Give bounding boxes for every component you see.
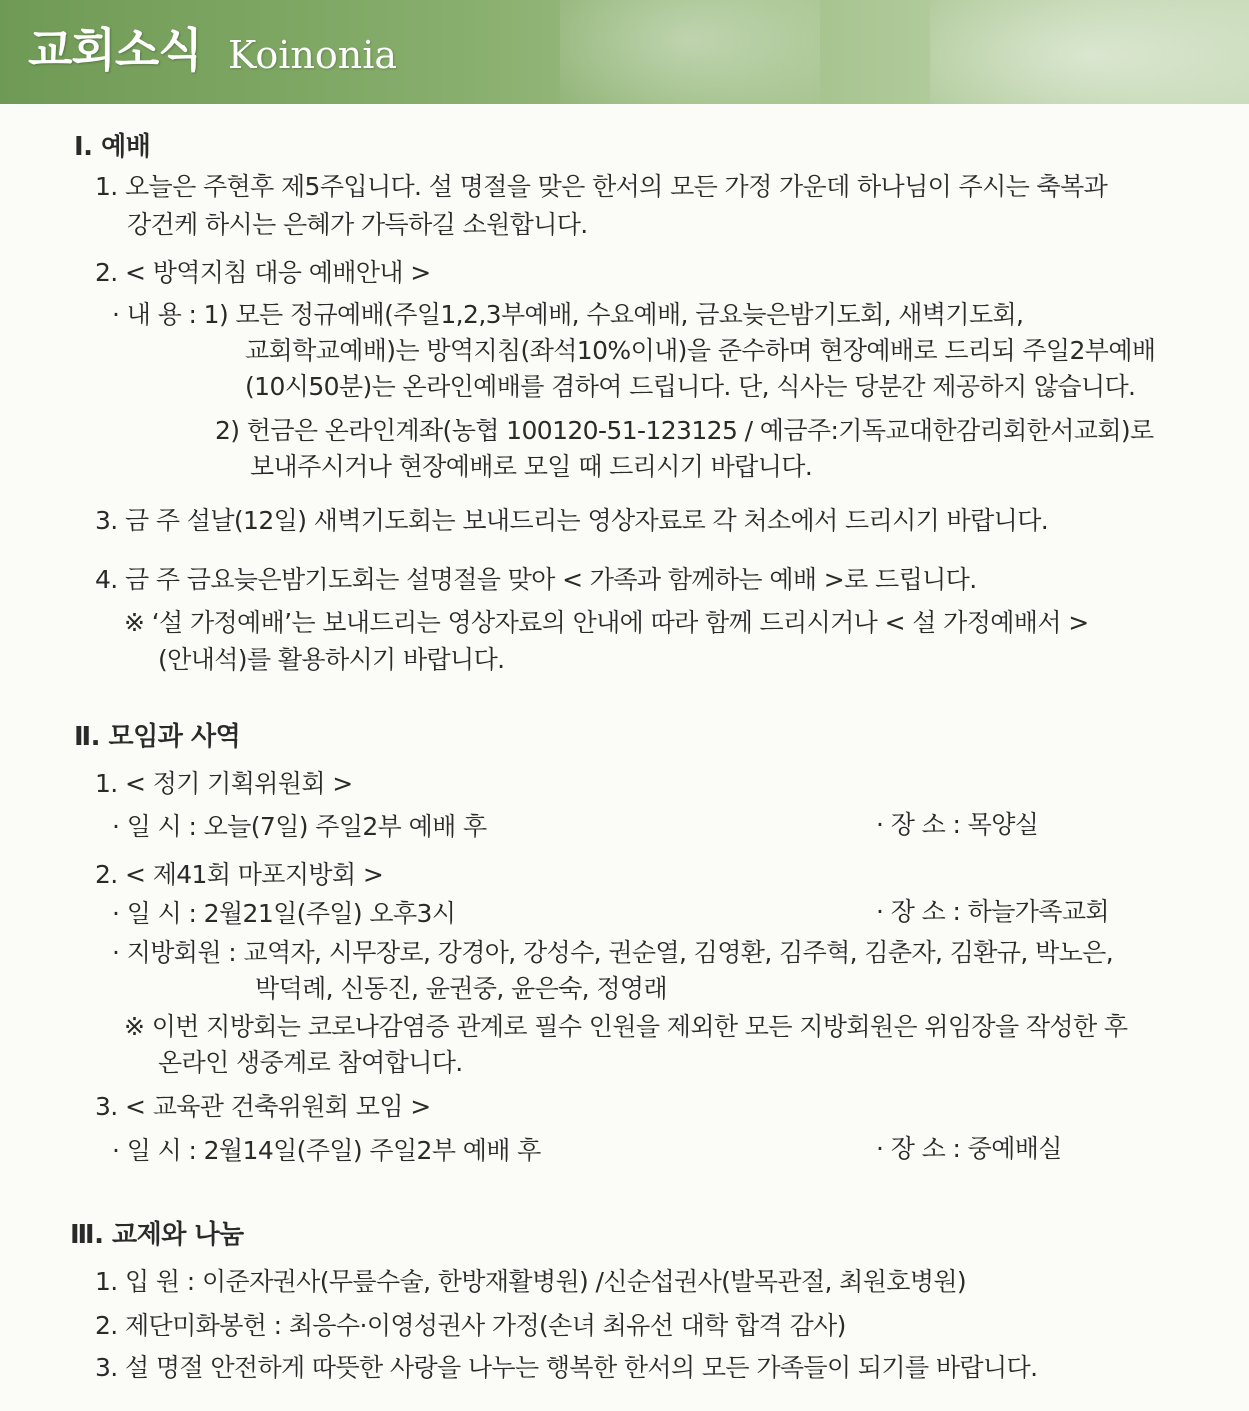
page-title: 교회소식 [28, 23, 202, 77]
meeting-item-2-note: ※ 이번 지방회는 코로나감염증 관계로 필수 인원을 제외한 모든 지방회원은 위임장을 작성한 후 [124, 1012, 1128, 1041]
meeting-item-1: 1. < 정기 기획위원회 > [95, 769, 353, 798]
banner-glow [930, 0, 1249, 104]
meeting-item-3-time: · 일 시 : 2월14일(주일) 주일2부 예배 후 [112, 1136, 541, 1165]
worship-content-2-cont: 보내주시거나 현장예배로 모일 때 드리시기 바랍니다. [250, 452, 813, 481]
banner-glow [560, 0, 820, 104]
meeting-item-1-place: · 장 소 : 목양실 [876, 810, 1039, 839]
meeting-item-2-time: · 일 시 : 2월21일(주일) 오후3시 [112, 899, 456, 928]
worship-item-4-note: ※ ‘설 가정예배’는 보내드리는 영상자료의 안내에 따라 함께 드리시거나 < 설 가정예배서 > [124, 608, 1089, 637]
page-subtitle: Koinonia [228, 33, 398, 77]
meeting-item-2-members-cont: 박덕례, 신동진, 윤권중, 윤은숙, 정영래 [255, 974, 668, 1003]
worship-item-3: 3. 금 주 설날(12일) 새벽기도회는 보내드리는 영상자료로 각 처소에서 드리시기 바랍니다. [95, 506, 1049, 535]
worship-content-1-cont: (10시50분)는 온라인예배를 겸하여 드립니다. 단, 식사는 당분간 제공하지 않습니다. [245, 372, 1136, 401]
header-banner [0, 0, 1249, 104]
worship-item-1-cont: 강건케 하시는 은혜가 가득하길 소원합니다. [127, 210, 588, 239]
worship-content-2: 2) 헌금은 온라인계좌(농협 100120-51-123125 / 예금주:기독교대한감리회한서교회)로 [215, 416, 1154, 445]
worship-item-1: 1. 오늘은 주현후 제5주입니다. 설 명절을 맞은 한서의 모든 가정 가운데 하나님이 주시는 축복과 [95, 172, 1108, 201]
fellowship-item-3: 3. 설 명절 안전하게 따뜻한 사랑을 나누는 행복한 한서의 모든 가족들이 되기를 바랍니다. [95, 1353, 1038, 1382]
meeting-item-2-members: · 지방회원 : 교역자, 시무장로, 강경아, 강성수, 권순열, 김영환, 김주혁, 김춘자, 김환규, 박노은, [112, 938, 1114, 967]
meeting-item-1-time: · 일 시 : 오늘(7일) 주일2부 예배 후 [112, 812, 487, 841]
worship-item-4-note-cont: (안내석)를 활용하시기 바랍니다. [158, 645, 505, 674]
worship-content-1: · 내 용 : 1) 모든 정규예배(주일1,2,3부예배, 수요예배, 금요늦은밤기도회, 새벽기도회, [112, 300, 1024, 329]
fellowship-item-2: 2. 제단미화봉헌 : 최응수·이영성권사 가정(손녀 최유선 대학 합격 감사) [95, 1311, 846, 1340]
worship-item-2: 2. < 방역지침 대응 예배안내 > [95, 258, 431, 287]
worship-content-1-cont: 교회학교예배)는 방역지침(좌석10%이내)을 준수하며 현장예배로 드리되 주일2부예배 [245, 336, 1156, 365]
worship-item-4: 4. 금 주 금요늦은밤기도회는 설명절을 맞아 < 가족과 함께하는 예배 >로 드립니다. [95, 565, 977, 594]
section-heading-worship: Ⅰ. 예배 [74, 132, 151, 162]
meeting-item-2-place: · 장 소 : 하늘가족교회 [876, 897, 1109, 926]
meeting-item-3: 3. < 교육관 건축위원회 모임 > [95, 1092, 431, 1121]
meeting-item-2-note-cont: 온라인 생중계로 참여합니다. [158, 1048, 463, 1077]
meeting-item-3-place: · 장 소 : 중예배실 [876, 1134, 1062, 1163]
meeting-item-2: 2. < 제41회 마포지방회 > [95, 860, 384, 889]
section-heading-meetings: Ⅱ. 모임과 사역 [74, 722, 241, 752]
fellowship-item-1: 1. 입 원 : 이준자권사(무릎수술, 한방재활병원) /신순섭권사(발목관절, 최원호병원) [95, 1267, 967, 1296]
section-heading-fellowship: Ⅲ. 교제와 나눔 [70, 1220, 244, 1250]
